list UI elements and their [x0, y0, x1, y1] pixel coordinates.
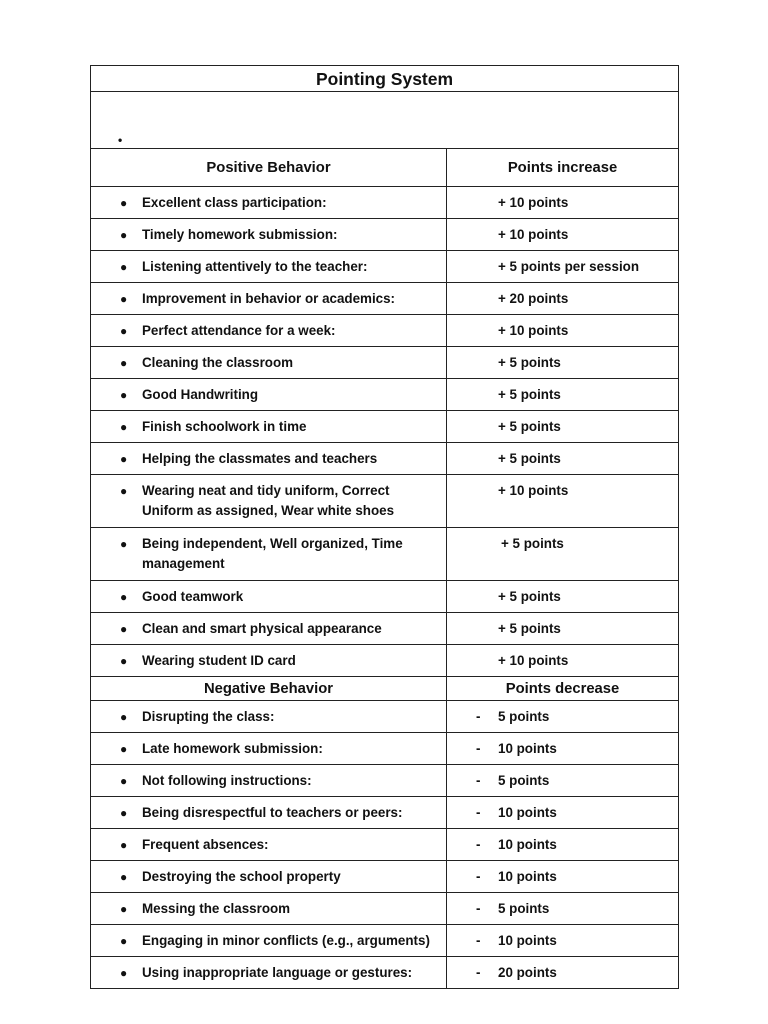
bullet-icon: ●	[120, 196, 128, 210]
table-row	[91, 379, 679, 411]
table-row	[91, 411, 679, 443]
points-text: + 5 points	[498, 589, 561, 604]
bullet-icon: ●	[120, 774, 128, 788]
behavior-text: Destroying the school property	[142, 869, 341, 884]
behavior-text: Finish schoolwork in time	[142, 419, 307, 434]
points-cell	[447, 283, 679, 315]
behavior-text: Excellent class participation:	[142, 195, 327, 210]
behavior-text: Helping the classmates and teachers	[142, 451, 378, 466]
bullet-icon: ●	[120, 870, 128, 884]
points-text: 10 points	[498, 933, 557, 948]
points-text: 5 points	[498, 709, 550, 724]
behavior-cell	[91, 765, 447, 797]
dash-icon: -	[476, 933, 481, 948]
negative-behavior-header: Negative Behavior	[91, 677, 447, 701]
table-row	[91, 701, 679, 733]
behavior-text: Wearing neat and tidy uniform, Correct Uniform as assigned, Wear white shoes	[142, 483, 395, 518]
behavior-text: Being disrespectful to teachers or peers:	[142, 805, 403, 820]
table-row	[91, 315, 679, 347]
behavior-text: Frequent absences:	[142, 837, 269, 852]
bullet-icon: ●	[120, 484, 128, 498]
points-text: + 10 points	[498, 653, 569, 668]
table-row	[91, 765, 679, 797]
table-row	[91, 475, 679, 528]
points-cell	[447, 893, 679, 925]
bullet-icon: ●	[120, 902, 128, 916]
bullet-icon: ●	[120, 710, 128, 724]
points-cell	[447, 613, 679, 645]
points-cell	[447, 797, 679, 829]
behavior-cell	[91, 411, 447, 443]
behavior-text: Cleaning the classroom	[142, 355, 294, 370]
points-cell	[447, 187, 679, 219]
behavior-cell	[91, 797, 447, 829]
behavior-cell	[91, 283, 447, 315]
bullet-icon: ●	[120, 590, 128, 604]
points-text: + 5 points	[498, 355, 561, 370]
behavior-cell	[91, 251, 447, 283]
bullet-icon: ●	[120, 260, 128, 274]
dash-icon: -	[476, 965, 481, 980]
blank-row	[91, 92, 679, 149]
points-text: 10 points	[498, 741, 557, 756]
points-text: + 5 points	[498, 451, 561, 466]
points-cell	[447, 581, 679, 613]
points-cell	[447, 315, 679, 347]
table-row	[91, 347, 679, 379]
points-text: 5 points	[498, 773, 550, 788]
behavior-cell	[91, 187, 447, 219]
pointing-system-table	[90, 65, 679, 989]
positive-behavior-header: Positive Behavior	[91, 149, 447, 187]
behavior-cell	[91, 861, 447, 893]
table-row	[91, 187, 679, 219]
behavior-cell	[91, 347, 447, 379]
behavior-cell	[91, 893, 447, 925]
points-text: 10 points	[498, 837, 557, 852]
table-row	[91, 443, 679, 475]
behavior-text: Timely homework submission:	[142, 227, 338, 242]
dash-icon: -	[476, 837, 481, 852]
table-row	[91, 925, 679, 957]
behavior-cell	[91, 829, 447, 861]
table-row	[91, 733, 679, 765]
behavior-text: Clean and smart physical appearance	[142, 621, 382, 636]
dash-icon: -	[476, 805, 481, 820]
behavior-cell	[91, 701, 447, 733]
table-row	[91, 613, 679, 645]
bullet-icon: ●	[120, 654, 128, 668]
positive-header-row	[91, 149, 679, 187]
points-cell	[447, 443, 679, 475]
points-cell	[447, 829, 679, 861]
points-cell	[447, 475, 679, 528]
points-cell	[447, 925, 679, 957]
behavior-text: Messing the classroom	[142, 901, 291, 916]
behavior-cell	[91, 925, 447, 957]
behavior-text: Perfect attendance for a week:	[142, 323, 336, 338]
points-cell	[447, 765, 679, 797]
bullet-icon: ●	[120, 934, 128, 948]
points-increase-header: Points increase	[447, 149, 679, 187]
behavior-text: Good teamwork	[142, 589, 244, 604]
behavior-text: Late homework submission:	[142, 741, 323, 756]
behavior-text: Improvement in behavior or academics:	[142, 291, 396, 306]
points-cell	[447, 379, 679, 411]
table-row	[91, 283, 679, 315]
bullet-icon: ●	[120, 452, 128, 466]
points-text: + 10 points	[498, 323, 569, 338]
behavior-cell	[91, 581, 447, 613]
bullet-icon: ●	[120, 356, 128, 370]
bullet-icon: ●	[120, 966, 128, 980]
behavior-cell	[91, 219, 447, 251]
behavior-text: Wearing student ID card	[142, 653, 296, 668]
table-row	[91, 251, 679, 283]
points-decrease-header: Points decrease	[447, 677, 679, 701]
behavior-text: Listening attentively to the teacher:	[142, 259, 368, 274]
behavior-text: Good Handwriting	[142, 387, 259, 402]
page-title: Pointing System	[91, 66, 679, 92]
behavior-cell	[91, 645, 447, 677]
behavior-cell	[91, 528, 447, 581]
behavior-text: Not following instructions:	[142, 773, 312, 788]
dash-icon: -	[476, 709, 481, 724]
points-text: + 10 points	[498, 483, 569, 498]
points-cell	[447, 219, 679, 251]
table-row	[91, 861, 679, 893]
bullet-icon: ●	[120, 622, 128, 636]
bullet-icon: •	[118, 133, 123, 147]
bullet-icon: ●	[120, 838, 128, 852]
table-row	[91, 829, 679, 861]
behavior-cell	[91, 613, 447, 645]
points-text: + 10 points	[498, 195, 569, 210]
bullet-icon: ●	[120, 228, 128, 242]
points-cell	[447, 861, 679, 893]
negative-rows	[91, 701, 679, 989]
table-row	[91, 797, 679, 829]
negative-header-row	[91, 677, 679, 701]
behavior-text: Being independent, Well organized, Time management	[142, 536, 403, 571]
blank-cell	[91, 92, 679, 149]
points-cell	[447, 411, 679, 443]
points-cell	[447, 957, 679, 989]
bullet-icon: ●	[120, 420, 128, 434]
points-cell	[447, 645, 679, 677]
bullet-icon: ●	[120, 806, 128, 820]
behavior-cell	[91, 379, 447, 411]
points-text: + 5 points	[498, 621, 561, 636]
behavior-cell	[91, 443, 447, 475]
points-text: + 10 points	[498, 227, 569, 242]
behavior-cell	[91, 957, 447, 989]
dash-icon: -	[476, 773, 481, 788]
points-text: 10 points	[498, 869, 557, 884]
points-text: + 5 points	[498, 419, 561, 434]
table-row	[91, 219, 679, 251]
table-row	[91, 957, 679, 989]
table-row	[91, 645, 679, 677]
points-cell	[447, 733, 679, 765]
behavior-text: Disrupting the class:	[142, 709, 275, 724]
points-text: + 5 points	[498, 387, 561, 402]
bullet-icon: ●	[120, 388, 128, 402]
dash-icon: -	[476, 901, 481, 916]
table-row	[91, 581, 679, 613]
behavior-cell	[91, 315, 447, 347]
bullet-icon: ●	[120, 742, 128, 756]
points-cell	[447, 251, 679, 283]
points-cell	[447, 701, 679, 733]
points-cell	[447, 528, 679, 581]
points-text: 20 points	[498, 965, 557, 980]
behavior-cell	[91, 475, 447, 528]
points-text: 10 points	[498, 805, 557, 820]
behavior-cell	[91, 733, 447, 765]
behavior-text: Engaging in minor conflicts (e.g., arguments)	[142, 933, 430, 948]
points-text: + 20 points	[498, 291, 569, 306]
bullet-icon: ●	[120, 324, 128, 338]
table-row	[91, 528, 679, 581]
table-row	[91, 893, 679, 925]
title-row	[91, 66, 679, 92]
bullet-icon: ●	[120, 292, 128, 306]
dash-icon: -	[476, 741, 481, 756]
points-text: + 5 points per session	[498, 259, 640, 274]
behavior-text: Using inappropriate language or gestures:	[142, 965, 413, 980]
dash-icon: -	[476, 869, 481, 884]
positive-rows	[91, 187, 679, 677]
points-text: 5 points	[498, 901, 550, 916]
points-text: + 5 points	[501, 536, 564, 551]
points-cell	[447, 347, 679, 379]
bullet-icon: ●	[120, 537, 128, 551]
